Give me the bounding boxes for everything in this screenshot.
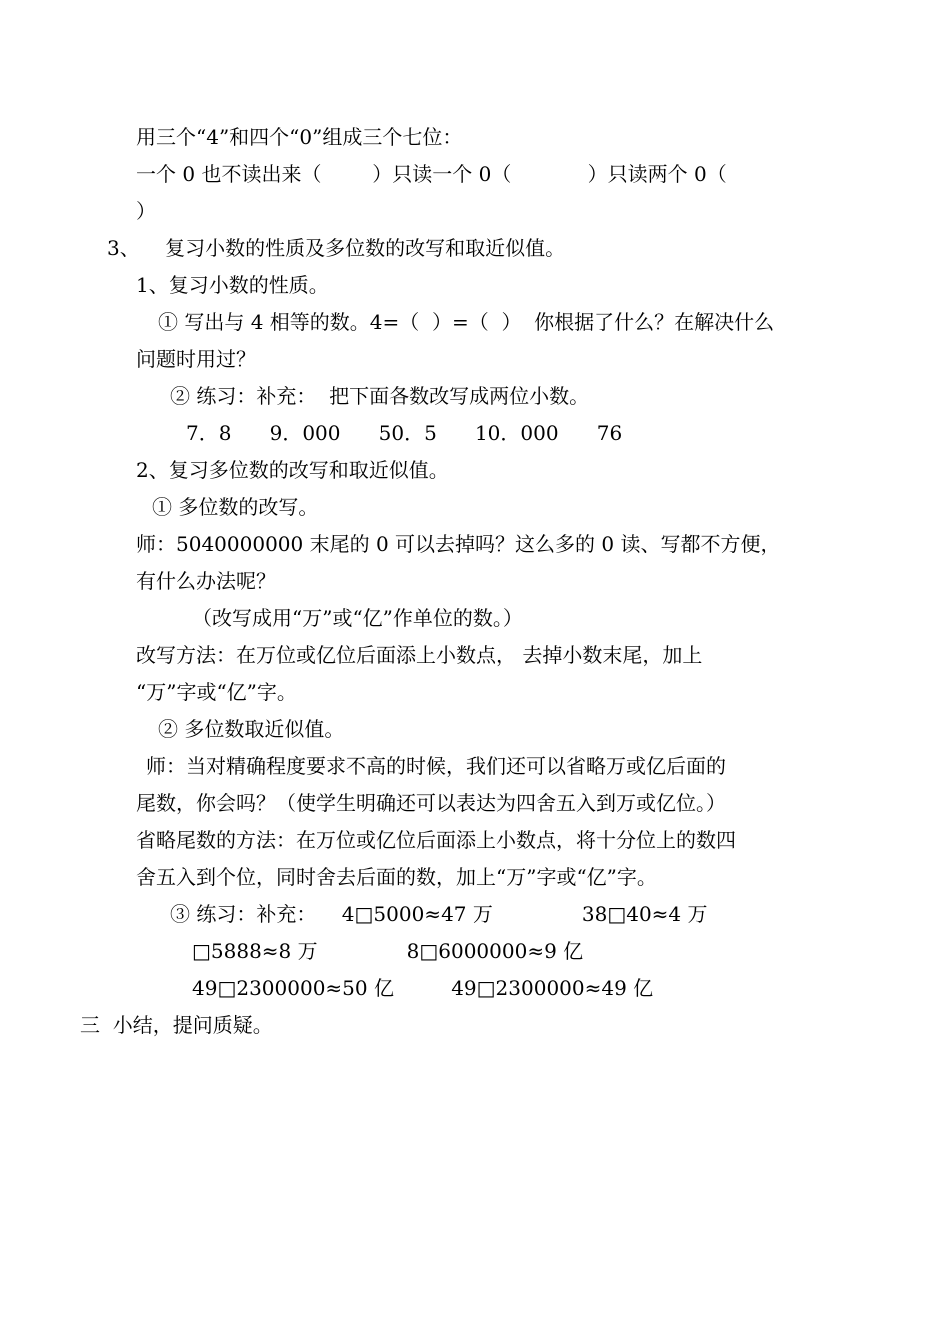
text-line: 师：当对精确程度要求不高的时候，我们还可以省略万或亿后面的 (146, 754, 726, 778)
text-line: 一个 0 也不读出来（ ）只读一个 0（ ）只读两个 0（ (136, 162, 727, 186)
text-line: 改写方法：在万位或亿位后面添上小数点， 去掉小数末尾，加上 (136, 643, 703, 667)
section-heading: 3、 复习小数的性质及多位数的改写和取近似值。 (107, 236, 566, 260)
exercise-line: 49□2300000≈50 亿 49□2300000≈49 亿 (192, 976, 654, 1000)
text-line: 舍五入到个位，同时舍去后面的数，加上“万”字或“亿”字。 (136, 865, 657, 889)
text-line: 问题时用过？ (136, 347, 256, 371)
text-line: 师：5040000000 末尾的 0 可以去掉吗？这么多的 0 读、写都不方便， (136, 532, 781, 556)
text-line: 尾数，你会吗？（使学生明确还可以表达为四舍五入到万或亿位。） (136, 791, 726, 815)
text-line: ② 多位数取近似值。 (158, 717, 345, 741)
text-line: 用三个“4”和四个“0”组成三个七位： (136, 125, 463, 149)
text-line: ① 写出与 4 相等的数。4=（ ）=（ ） 你根据了什么？在解决什么 (158, 310, 775, 334)
number-list: 7．8 9．000 50．5 10．000 76 (186, 421, 623, 445)
exercise-line: □5888≈8 万 8□6000000≈9 亿 (192, 939, 584, 963)
text-line: （改写成用“万”或“亿”作单位的数。） (192, 606, 523, 630)
text-line: ① 多位数的改写。 (152, 495, 319, 519)
text-line: 有什么办法呢？ (136, 569, 276, 593)
text-line: “万”字或“亿”字。 (136, 680, 297, 704)
subsection-heading: 1、复习小数的性质。 (136, 273, 329, 297)
text-line: ② 练习：补充： 把下面各数改写成两位小数。 (170, 384, 590, 408)
text-line: ） (136, 199, 156, 223)
section-heading: 三 小结，提问质疑。 (80, 1013, 273, 1037)
text-line: 省略尾数的方法：在万位或亿位后面添上小数点，将十分位上的数四 (136, 828, 736, 852)
subsection-heading: 2、复习多位数的改写和取近似值。 (136, 458, 449, 482)
exercise-line: ③ 练习：补充： 4□5000≈47 万 38□40≈4 万 (170, 902, 708, 926)
